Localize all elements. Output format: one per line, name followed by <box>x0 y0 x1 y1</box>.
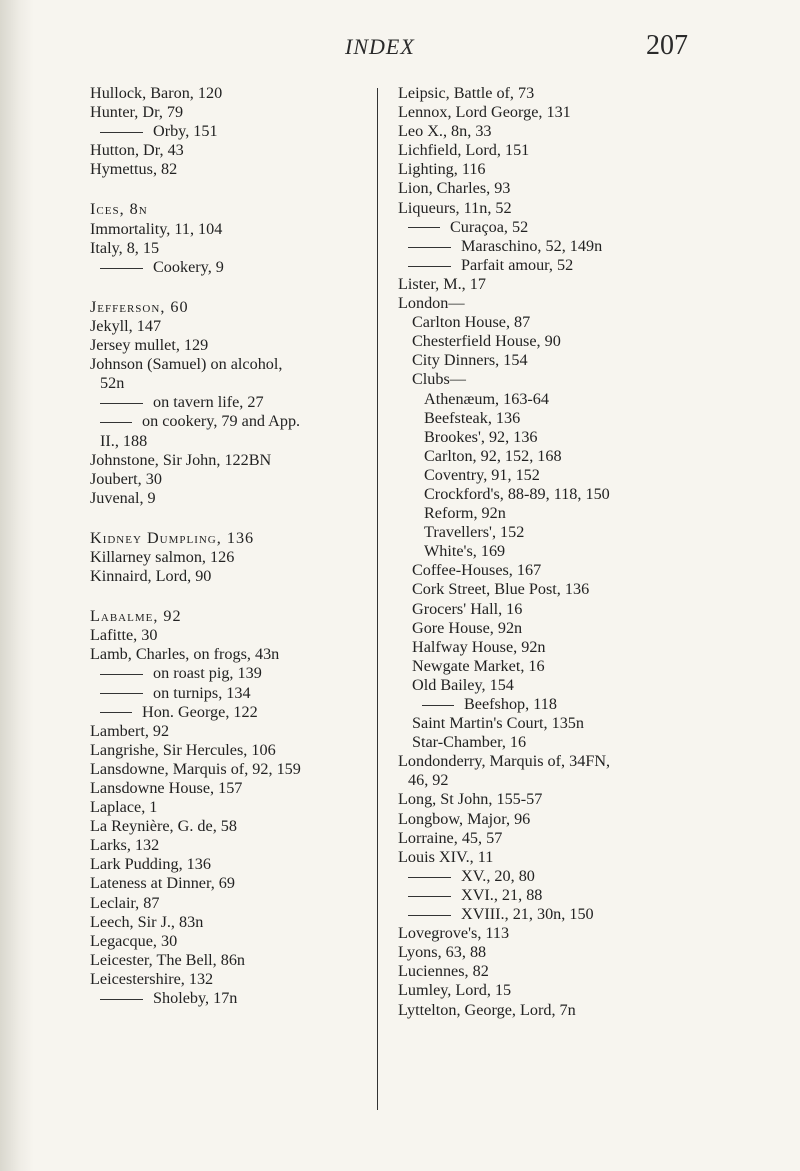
index-entry-text: Orby, 151 <box>153 122 218 141</box>
index-entry-text: Beefsteak, 136 <box>424 408 521 427</box>
index-entry <box>90 355 376 374</box>
index-entry-text: XV., 20, 80 <box>461 866 535 885</box>
index-entry <box>398 370 770 389</box>
ditto-dash <box>408 266 451 267</box>
letter-section-gap <box>90 586 376 607</box>
index-entry <box>398 447 770 466</box>
index-entry-text: Lennox, Lord George, 131 <box>398 103 571 122</box>
index-entry <box>90 798 376 817</box>
index-entry <box>90 779 376 798</box>
index-entry-text: Clubs— <box>412 370 466 389</box>
index-entry <box>90 567 376 586</box>
index-entry <box>398 1001 770 1020</box>
index-entry <box>90 336 376 355</box>
index-entry-text: Beefshop, 118 <box>464 695 557 713</box>
index-entry <box>398 943 770 962</box>
index-entry <box>398 924 770 943</box>
index-subentry <box>398 237 770 256</box>
index-entry-text: Killarney salmon, 126 <box>90 547 235 566</box>
index-entry-text: Lion, Charles, 93 <box>398 179 511 198</box>
index-entry-text: Athenæum, 163-64 <box>424 389 549 408</box>
index-entry <box>398 580 770 599</box>
index-entry-text: Italy, 8, 15 <box>90 238 160 257</box>
index-entry-text: Lansdowne House, 157 <box>90 779 243 797</box>
index-entry <box>90 607 376 626</box>
index-entry-text: Immortality, 11, 104 <box>90 219 223 238</box>
index-entry-text: London— <box>398 294 465 313</box>
index-entry-text: Lighting, 116 <box>398 160 486 179</box>
index-entry <box>90 722 376 741</box>
index-entry <box>398 199 770 218</box>
index-entry <box>398 332 770 351</box>
index-entry <box>90 220 376 239</box>
index-entry <box>398 466 770 485</box>
index-entry-text: 46, 92 <box>408 771 449 790</box>
index-entry <box>398 122 770 141</box>
index-entry <box>398 390 770 409</box>
index-entry <box>90 548 376 567</box>
index-entry-text: Lister, M., 17 <box>398 274 486 293</box>
ditto-dash <box>408 227 440 228</box>
index-entry-text: Leech, Sir J., 83n <box>90 912 204 931</box>
ditto-dash <box>422 705 454 706</box>
index-entry <box>398 790 770 809</box>
index-entry-text: Labalme, 92 <box>90 607 182 626</box>
index-entry-text: II., 188 <box>100 431 148 450</box>
index-entry <box>398 752 770 771</box>
index-entry <box>90 836 376 855</box>
index-entry-text: Lateness at Dinner, 69 <box>90 874 235 893</box>
ditto-dash <box>408 915 451 916</box>
ditto-dash <box>100 422 132 423</box>
index-subentry <box>90 258 376 277</box>
ditto-dash <box>100 999 143 1000</box>
index-entry-text: Lyons, 63, 88 <box>398 943 487 962</box>
ditto-dash <box>408 247 451 248</box>
index-entry-text: Coventry, 91, 152 <box>424 465 540 484</box>
index-entry <box>398 409 770 428</box>
index-entry-text: Louis XIV., 11 <box>398 847 494 866</box>
letter-section-gap <box>90 179 376 200</box>
index-entry-text: Long, St John, 155-57 <box>398 790 543 809</box>
index-entry-text: La Reynière, G. de, 58 <box>90 817 237 836</box>
index-entry-text: Joubert, 30 <box>90 469 162 488</box>
ditto-dash <box>100 268 143 269</box>
index-entry-text: Leicestershire, 132 <box>90 969 214 988</box>
index-entry-text: 52n <box>100 374 125 393</box>
index-entry-text: Old Bailey, 154 <box>412 675 514 694</box>
index-entry-text: Kidney Dumpling, 136 <box>90 528 255 547</box>
index-entry <box>90 817 376 836</box>
index-entry <box>90 239 376 258</box>
index-entry-text: Johnstone, Sir John, 122BN <box>90 450 272 469</box>
index-entry-continuation <box>398 771 770 790</box>
index-entry <box>398 542 770 561</box>
index-entry-text: on turnips, 134 <box>153 683 251 702</box>
index-entry <box>398 638 770 657</box>
index-entry-text: Reform, 92n <box>424 504 506 523</box>
index-column-left <box>90 84 376 1008</box>
index-entry <box>90 932 376 951</box>
index-entry-text: Cookery, 9 <box>153 257 224 276</box>
index-entry <box>90 103 376 122</box>
index-entry <box>90 645 376 664</box>
index-entry <box>398 313 770 332</box>
index-entry-text: Sholeby, 17n <box>153 989 238 1008</box>
letter-section-gap <box>90 277 376 298</box>
ditto-dash <box>100 403 143 404</box>
page-gutter-shadow <box>0 0 34 1171</box>
index-subentry <box>90 664 376 683</box>
index-entry-text: Leclair, 87 <box>90 893 160 912</box>
index-entry-text: on cookery, 79 and App. <box>142 412 301 431</box>
index-entry-text: Jersey mullet, 129 <box>90 336 209 355</box>
index-entry-text: Saint Martin's Court, 135n <box>412 714 584 733</box>
ditto-dash <box>100 693 143 694</box>
index-entry <box>90 913 376 932</box>
index-entry-text: Parfait amour, 52 <box>461 255 574 274</box>
index-entry-text: Lumley, Lord, 15 <box>398 981 512 1000</box>
index-entry-text: Hutton, Dr, 43 <box>90 141 184 160</box>
index-entry-text: Lichfield, Lord, 151 <box>398 141 530 160</box>
index-entry <box>398 179 770 198</box>
index-entry <box>90 951 376 970</box>
index-entry-continuation <box>90 432 376 451</box>
index-subentry <box>398 695 770 714</box>
index-entry-text: Star-Chamber, 16 <box>412 733 527 752</box>
index-entry-text: on tavern life, 27 <box>153 393 264 412</box>
index-entry-text: Luciennes, 82 <box>398 962 489 981</box>
index-entry <box>398 485 770 504</box>
index-entry <box>398 351 770 370</box>
index-entry <box>398 141 770 160</box>
index-entry-text: Legacque, 30 <box>90 931 178 950</box>
index-entry-text: Jefferson, 60 <box>90 297 189 316</box>
index-entry-text: Maraschino, 52, 149n <box>461 236 603 255</box>
index-entry <box>90 84 376 103</box>
index-subentry <box>398 256 770 275</box>
index-entry <box>398 275 770 294</box>
index-entry <box>398 848 770 867</box>
index-entry-text: Laplace, 1 <box>90 798 158 817</box>
index-entry <box>90 970 376 989</box>
index-entry <box>90 894 376 913</box>
index-column-right <box>398 84 770 1020</box>
index-entry-text: Lamb, Charles, on frogs, 43n <box>90 645 280 664</box>
index-entry <box>398 810 770 829</box>
ditto-dash <box>408 877 451 878</box>
index-entry <box>398 733 770 752</box>
index-subentry <box>90 989 376 1008</box>
index-entry-text: Lansdowne, Marquis of, 92, 159 <box>90 759 301 778</box>
index-entry <box>398 714 770 733</box>
index-entry-text: Leicester, The Bell, 86n <box>90 950 246 969</box>
index-entry-text: Chesterfield House, 90 <box>412 332 561 351</box>
index-entry <box>398 657 770 676</box>
index-entry-text: Hunter, Dr, 79 <box>90 103 184 122</box>
index-entry <box>90 626 376 645</box>
index-entry-text: Langrishe, Sir Hercules, 106 <box>90 740 276 759</box>
index-entry-text: Carlton House, 87 <box>412 313 531 332</box>
index-entry <box>398 428 770 447</box>
index-entry-text: on roast pig, 139 <box>153 664 262 683</box>
index-entry <box>90 200 376 219</box>
index-subentry <box>90 703 376 722</box>
index-entry <box>398 619 770 638</box>
index-entry <box>398 84 770 103</box>
index-entry-text: Leo X., 8n, 33 <box>398 122 492 141</box>
index-entry-text: Leipsic, Battle of, 73 <box>398 84 535 102</box>
index-entry-text: Hymettus, 82 <box>90 160 178 179</box>
index-entry-text: Ices, 8n <box>90 200 148 219</box>
index-entry <box>398 962 770 981</box>
index-entry <box>90 874 376 893</box>
index-entry-text: Lyttelton, George, Lord, 7n <box>398 1000 576 1019</box>
index-entry-text: Halfway House, 92n <box>412 637 546 656</box>
index-entry-text: Lark Pudding, 136 <box>90 855 211 874</box>
index-entry <box>398 160 770 179</box>
index-subentry <box>90 684 376 703</box>
index-entry <box>398 561 770 580</box>
index-entry <box>90 141 376 160</box>
index-entry-text: Johnson (Samuel) on alcohol, <box>90 355 283 374</box>
column-divider <box>377 88 378 1110</box>
index-subentry <box>398 905 770 924</box>
index-entry <box>90 489 376 508</box>
index-entry-text: Cork Street, Blue Post, 136 <box>412 580 590 599</box>
index-entry-text: Kinnaird, Lord, 90 <box>90 567 212 586</box>
index-entry-text: Grocers' Hall, 16 <box>412 599 523 618</box>
index-entry-text: Travellers', 152 <box>424 523 525 542</box>
index-entry-text: Newgate Market, 16 <box>412 656 545 675</box>
ditto-dash <box>100 674 143 675</box>
index-entry <box>90 160 376 179</box>
index-entry-text: Coffee-Houses, 167 <box>412 561 542 580</box>
index-entry <box>398 294 770 313</box>
index-entry-text: XVIII., 21, 30n, 150 <box>461 905 594 924</box>
index-subentry <box>398 886 770 905</box>
index-entry-text: Curaçoa, 52 <box>450 217 529 236</box>
index-entry-text: Liqueurs, 11n, 52 <box>398 198 512 217</box>
index-entry-text: Lambert, 92 <box>90 721 170 740</box>
index-entry-text: Jekyll, 147 <box>90 316 162 335</box>
index-entry-text: Hullock, Baron, 120 <box>90 84 223 102</box>
index-entry <box>90 855 376 874</box>
index-entry <box>90 470 376 489</box>
page-number: 207 <box>646 30 688 61</box>
index-subentry <box>90 122 376 141</box>
ditto-dash <box>100 132 143 133</box>
index-entry <box>398 676 770 695</box>
index-entry <box>398 504 770 523</box>
index-entry <box>398 103 770 122</box>
index-entry-text: Lovegrove's, 113 <box>398 924 510 943</box>
index-entry-text: White's, 169 <box>424 542 506 561</box>
index-entry-text: Londonderry, Marquis of, 34FN, <box>398 752 611 771</box>
index-entry-text: Larks, 132 <box>90 836 160 855</box>
index-entry-text: Lafitte, 30 <box>90 626 158 645</box>
index-entry <box>90 760 376 779</box>
ditto-dash <box>408 896 451 897</box>
index-entry-text: Crockford's, 88-89, 118, 150 <box>424 484 610 503</box>
index-entry <box>398 600 770 619</box>
index-subentry <box>398 867 770 886</box>
index-entry-text: Carlton, 92, 152, 168 <box>424 446 562 465</box>
index-entry-text: Brookes', 92, 136 <box>424 427 538 446</box>
index-entry <box>90 741 376 760</box>
index-entry <box>398 981 770 1000</box>
index-entry <box>90 451 376 470</box>
index-entry-text: XVI., 21, 88 <box>461 885 543 904</box>
index-entry-text: Longbow, Major, 96 <box>398 809 531 828</box>
index-entry <box>90 529 376 548</box>
index-entry <box>398 829 770 848</box>
index-entry-text: Gore House, 92n <box>412 618 523 637</box>
index-subentry <box>90 393 376 412</box>
ditto-dash <box>100 712 132 713</box>
letter-section-gap <box>90 508 376 529</box>
index-subentry <box>398 218 770 237</box>
index-entry-continuation <box>90 374 376 393</box>
running-title: INDEX <box>345 34 415 59</box>
index-entry <box>90 298 376 317</box>
index-subentry <box>90 412 376 431</box>
index-entry-text: Lorraine, 45, 57 <box>398 828 503 847</box>
page-header <box>0 30 800 74</box>
index-entry <box>398 523 770 542</box>
index-entry-text: Juvenal, 9 <box>90 488 156 507</box>
index-entry-text: City Dinners, 154 <box>412 351 528 370</box>
index-entry <box>90 317 376 336</box>
index-entry-text: Hon. George, 122 <box>142 702 258 721</box>
